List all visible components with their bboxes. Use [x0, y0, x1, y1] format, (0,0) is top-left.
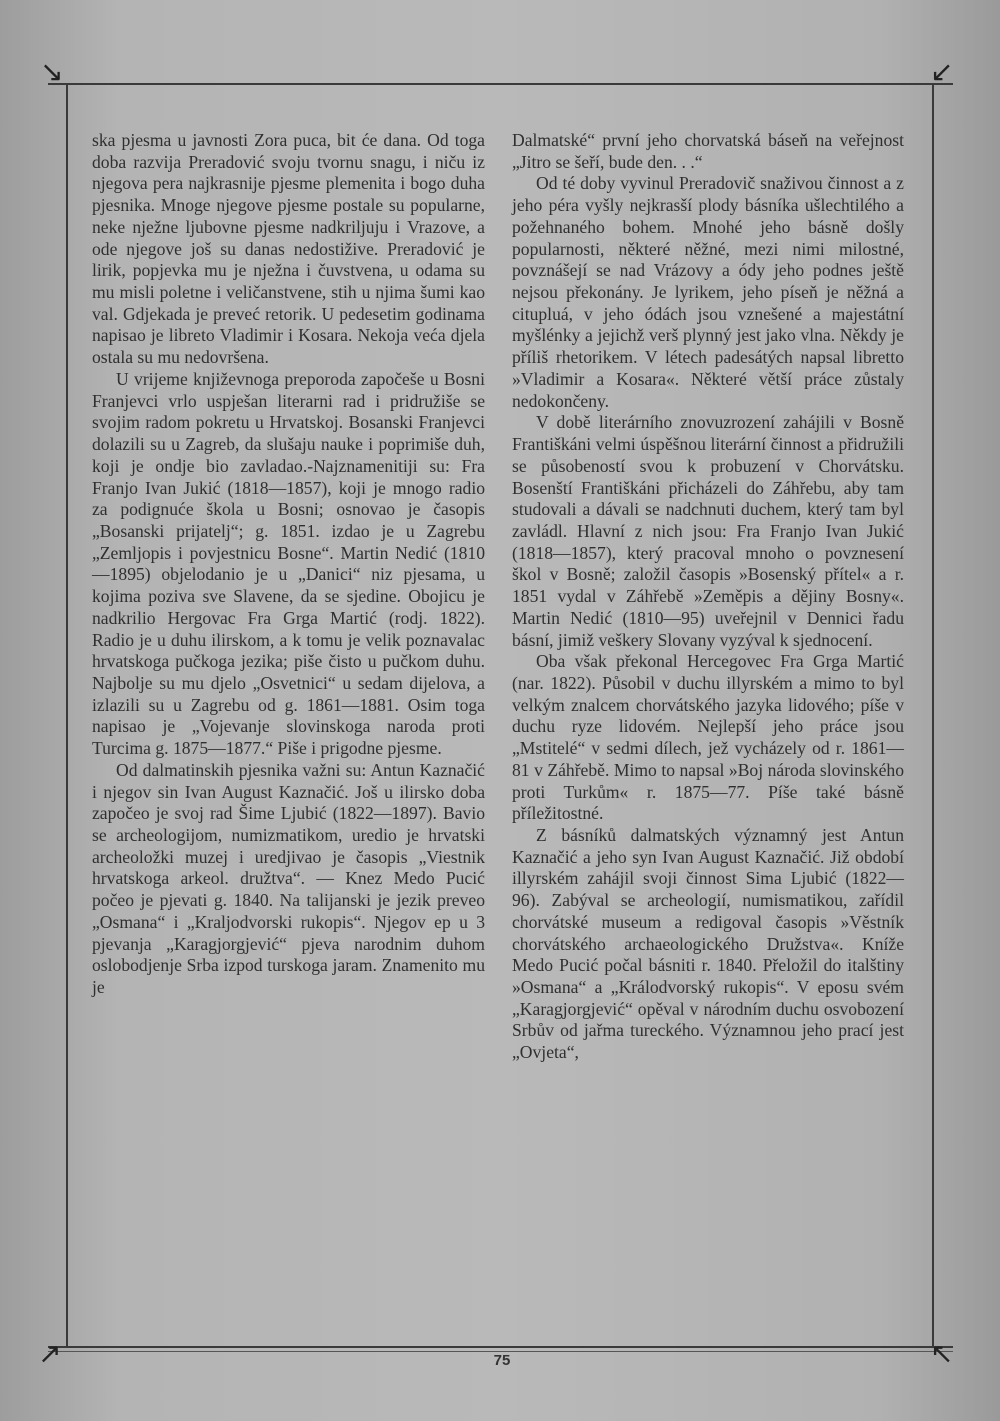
paragraph: Oba však překonal Hercegovec Fra Grga Martić (nar. 1822). Působil v duchu illyrském a mimo to byl velkým znalcem chorvátského jazyka lidového; píše v duchu ryze lidovém. Nejlepší jeho práce jsou „Mstitelé“ v sedmi dílech, jež vycházely od r. 1861—81 v Záhřebě. Mimo to napsal »Boj národa slovinského proti Turkům« r. 1875—77. Píše také básně příležitostné. [512, 651, 904, 824]
corner-mark-bottom-left-icon: ↗ [38, 1337, 62, 1370]
corner-mark-top-left-icon: ↘ [40, 55, 64, 88]
paragraph: V době literárního znovuzrození zahájili v Bosně Františkáni velmi úspěšnou literární činnost a přidružili se působeností svou k probuzení v Chorvátsku. Bosenští Františkáni přicházeli do Záhřebu, aby tam studovali a dávali se nadchnuti duchem, který tam byl zavládl. Hlavní z nich jsou: Fra Franjo Ivan Jukić (1818—1857), který pracoval mnoho o povznesení škol v Bosně; založil časopis »Bosenský přítel« a r. 1851 vydal v Záhřebě »Zeměpis a dějiny Bosny«. Martin Nedić (1810—95) uveřejnil v Dennici řadu básní, jimiž veškery Slovany vyzýval k sjednocení. [512, 412, 904, 650]
bottom-rule [48, 1346, 953, 1348]
paragraph: Od té doby vyvinul Preradovič snaživou činnost a z jeho péra vyšly nejkrasší plody básníka ušlechtilého a požehnaného bohem. Mnohé jeho básně došly popularnosti, některé něžné, mezi nimi milostné, povznášejí se nad Vrázovy a ódy jeho podnes ještě nejsou překonány. Je lyrikem, jeho píseň je něžná a citupluá, v jeho ódách jsou vznešené a majestátní myšlénky a jejichž verš plynný jest jako vlna. Někdy je příliš rhetorikem. V létech padesátých napsal libretto »Vladimir a Kosara«. Některé větší práce zůstaly nedokončeny. [512, 173, 904, 411]
right-rule [932, 83, 934, 1348]
corner-mark-top-right-icon: ↙ [930, 55, 954, 88]
left-rule [66, 83, 68, 1348]
paragraph: Dalmatské“ první jeho chorvatská báseň na veřejnost „Jitro se šeří, bude den. . .“ [512, 130, 904, 172]
paragraph: Od dalmatinskih pjesnika važni su: Antun Kaznačić i njegov sin Ivan August Kaznačić. Još u ilirsko doba započeo je svoj rad Šime Ljubić (1822—1897). Bavio se archeologijom, numizmatikom, uredio je hrvatski archeoložki muzej i uredjivao je časopis „Viestnik hrvatskoga arkeol. družtva“. — Knez Medo Pucić počeo je pjevati g. 1840. Na talijanski je jezik preveo „Osmana“ i „Kraljodvorski rukopis“. Njegov ep u 3 pjevanja „Karagjorgjević“ pjeva narodnim duhom oslobodjenje Srba izpod turskoga jaram. Znamenito mu je [92, 759, 485, 998]
page-number: 75 [493, 1352, 511, 1369]
paragraph: ska pjesma u javnosti Zora puca, bit će dana. Od toga doba razvija Preradović svoju tvornu snagu, i niču iz njegova pera najkrasnije pjesme plemenita i bogo duha pjesnika. Mnoge njegove pjesme postale su popularne, neke nježne ljubovne pjesme nadkriljuju i Vrazove, a ode njegove još su danas nedostižive. Preradović je lirik, popjevka mu je nježna i čuvstvena, u odama su mu misli poletne i veličanstvene, stih u njima šumi kao val. Gdjekada je preveć retorik. U pedesetim godinama napisao je libreto Vladimir i Kosara. Nekoja veća djela ostala su mu nedovršena. [92, 130, 485, 368]
paragraph: U vrijeme književnoga preporoda započeše u Bosni Franjevci vrlo uspješan literarni rad i pridružiše se svojim radom pokretu u Hrvatskoj. Bosanski Franjevci dolazili su u Zagreb, da slušaju nauke i poprimiše duh, koji je ondje bio zavladao.-Najznamenitiji su: Fra Franjo Ivan Jukić (1818—1857), koji je mnogo radio za podignuće škola u Bosni; osnovao je časopis „Bosanski prijatelj“; g. 1851. izdao je u Zagrebu „Zemljopis i povjestnicu Bosne“. Martin Nedić (1810—1895) objelodanio je u „Danici“ niz pjesama, u kojima poziva sve Slavene, da se sjedine. Obojicu je nadkrilio Hergovac Fra Grga Martić (rodj. 1822). Radio je u duhu ilirskom, a k tomu je velik poznavalac hrvatskoga pučkoga jezika; piše čisto u pučkom duhu. Najbolje su mu djelo „Osvetnici“ u sedam dijelova, a izlazili su u Zagrebu od g. 1861—1881. Osim toga napisao je „Vojevanje slovinskoga naroda proti Turcima g. 1875—1877.“ Piše i prigodne pjesme. [92, 368, 485, 759]
left-column [92, 130, 485, 999]
corner-mark-bottom-right-icon: ↖ [930, 1337, 954, 1370]
paragraph: Z básníků dalmatských významný jest Antun Kaznačić a jeho syn Ivan August Kaznačić. Již období illyrském zahájil svoji činnost Sima Ljubić (1822—96). Zabýval se archeologií, numismatikou, zařídil chorvátské museum a redigoval časopis »Věstník chorvátského archaeologického Družstva«. Kníže Medo Pucić počal básniti r. 1840. Přeložil do italštiny »Osmana“ a „Králodvorský rukopis“. V eposu svém „Karagjorgjević“ opěval v národním duchu osvobození Srbův od jařma tureckého. Významnou jeho prací jest „Ovjeta“, [512, 825, 904, 1063]
right-column [512, 130, 904, 1064]
top-rule [48, 83, 953, 85]
